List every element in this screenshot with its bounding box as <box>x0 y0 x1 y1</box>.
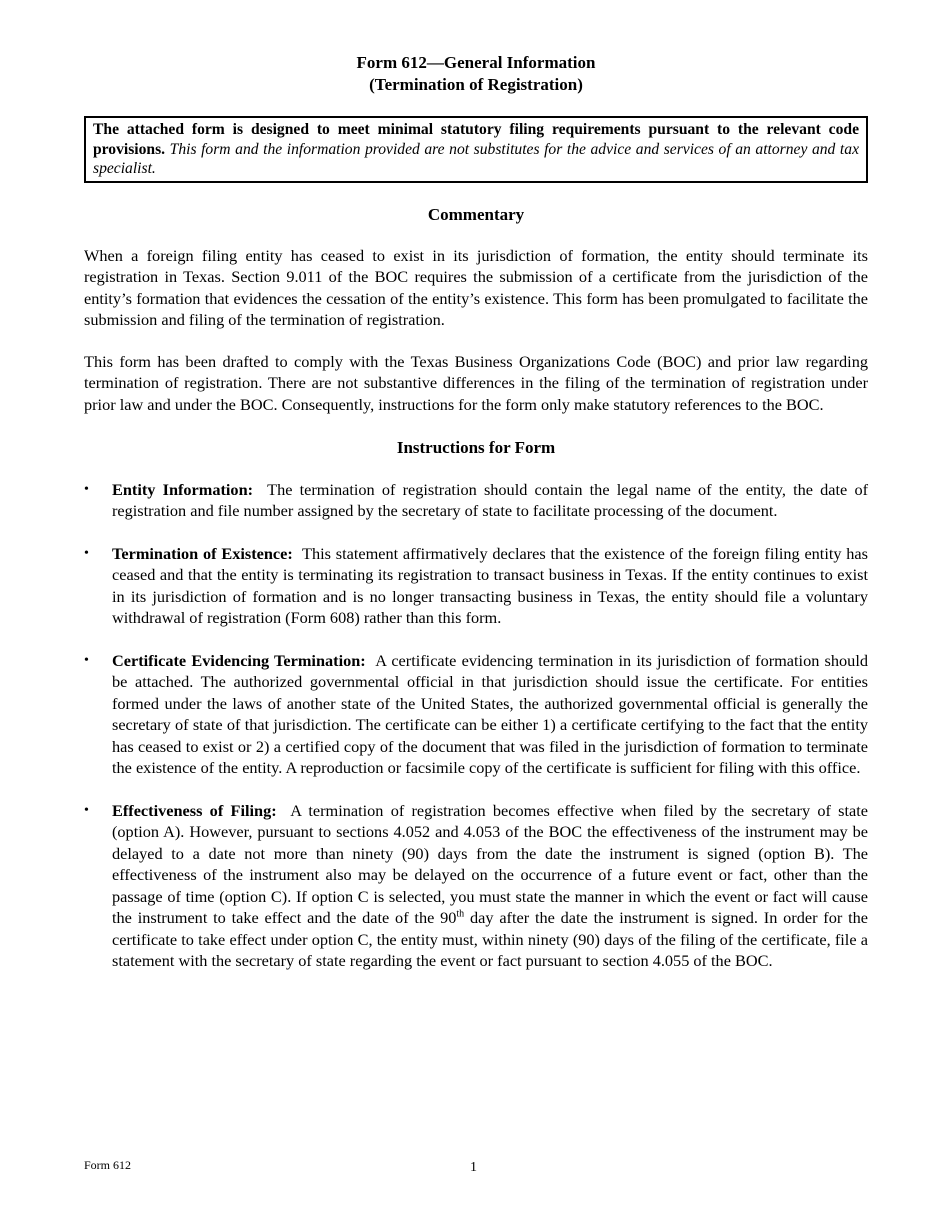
instruction-text-part-1: A termination of registration becomes effective when filed by the secretary of state (option A). However, pursuant to sections 4.052 and 4.053 of the BOC the effectiveness of the instrument may be delayed to a date not more than ninety (90) days from the date the instrument is signed (option B). The effectiveness of the instrument also may be delayed on the occurrence of a future event or fact, other than the passage of time (option C). If option C is selected, you must state the manner in which the event or fact will cause the instrument to take effect and the date of the 90 <box>112 800 868 928</box>
disclaimer-italic-text: This form and the information provided are not substitutes for the advice and services of an attorney and tax specialist. <box>93 140 859 177</box>
disclaimer-bold-text: The attached form is designed to meet minimal statutory filing requirements pursuant to the relevant code provisions. <box>93 121 859 158</box>
instruction-text: This statement affirmatively declares that the existence of the foreign filing entity has ceased and that the entity is terminating its registration to transact business in Texas. If the entity continues to exist in its jurisdiction of formation and is no longer transacting business in Texas, the entity should file a voluntary withdrawal of registration (Form 608) rather than this form. <box>112 543 868 628</box>
instruction-item-termination-of-existence <box>84 543 868 629</box>
disclaimer-box <box>84 116 868 183</box>
commentary-paragraph-1: When a foreign filing entity has ceased to exist in its jurisdiction of formation, the entity should terminate its registration in Texas. Section 9.011 of the BOC requires the submission of a certificate from the jurisdiction of the entity’s formation that evidences the cessation of the entity’s existence. This form has been promulgated to facilitate the submission and filing of the termination of registration. <box>84 245 868 330</box>
commentary-heading: Commentary <box>427 204 525 224</box>
instruction-term: Effectiveness of Filing: <box>112 800 277 820</box>
title-line-2: (Termination of Registration) <box>369 75 583 94</box>
instruction-term: Certificate Evidencing Termination: <box>112 650 366 670</box>
page-title <box>84 52 868 96</box>
instruction-item-certificate-evidencing-termination <box>84 650 868 779</box>
footer-form-label: Form 612 <box>84 1158 132 1172</box>
instruction-text: The termination of registration should contain the legal name of the entity, the date of registration and file number assigned by the secretary of state to facilitate processing of the document. <box>112 479 869 521</box>
instruction-text: A certificate evidencing termination in its jurisdiction of formation should be attached. The authorized governmental official in that jurisdiction should issue the certificate. For entities formed under the laws of another state of the United States, the authorized governmental official is generally the secretary of state of that jurisdiction. The certificate can be either 1) a certificate certifying to the fact that the entity has ceased to exist or 2) a certified copy of the document that was filed in the jurisdiction of formation to terminate the existence of the entity. A reproduction or facsimile copy of the certificate is sufficient for filing with this office. <box>112 650 868 778</box>
instruction-term: Entity Information: <box>112 479 254 499</box>
instructions-list <box>84 479 868 972</box>
instruction-text-part-2: day after the date the instrument is signed. In order for the certificate to take effect under option C, the entity must, within ninety (90) days of the filing of the certificate, file a statement with the secretary of state regarding the event or fact pursuant to section 4.055 of the BOC. <box>112 908 868 971</box>
bullet-icon: • <box>84 802 89 818</box>
instructions-heading: Instructions for Form <box>396 437 556 457</box>
bullet-icon: • <box>84 545 89 561</box>
instruction-term: Termination of Existence: <box>112 543 293 563</box>
instruction-item-entity-information <box>84 479 868 522</box>
instruction-item-effectiveness-of-filing <box>84 800 868 972</box>
bullet-icon: • <box>84 481 89 497</box>
title-line-1: Form 612—General Information <box>356 53 596 72</box>
footer-page-number: 1 <box>470 1160 477 1175</box>
commentary-paragraph-2: This form has been drafted to comply with the Texas Business Organizations Code (BOC) and prior law regarding termination of registration. There are not substantive differences in the filing of the termination of registration under prior law and under the BOC. Consequently, instructions for the form only make statutory references to the BOC. <box>84 351 868 415</box>
ordinal-superscript: th <box>456 908 465 920</box>
bullet-icon: • <box>84 652 89 668</box>
document-page <box>84 52 868 993</box>
